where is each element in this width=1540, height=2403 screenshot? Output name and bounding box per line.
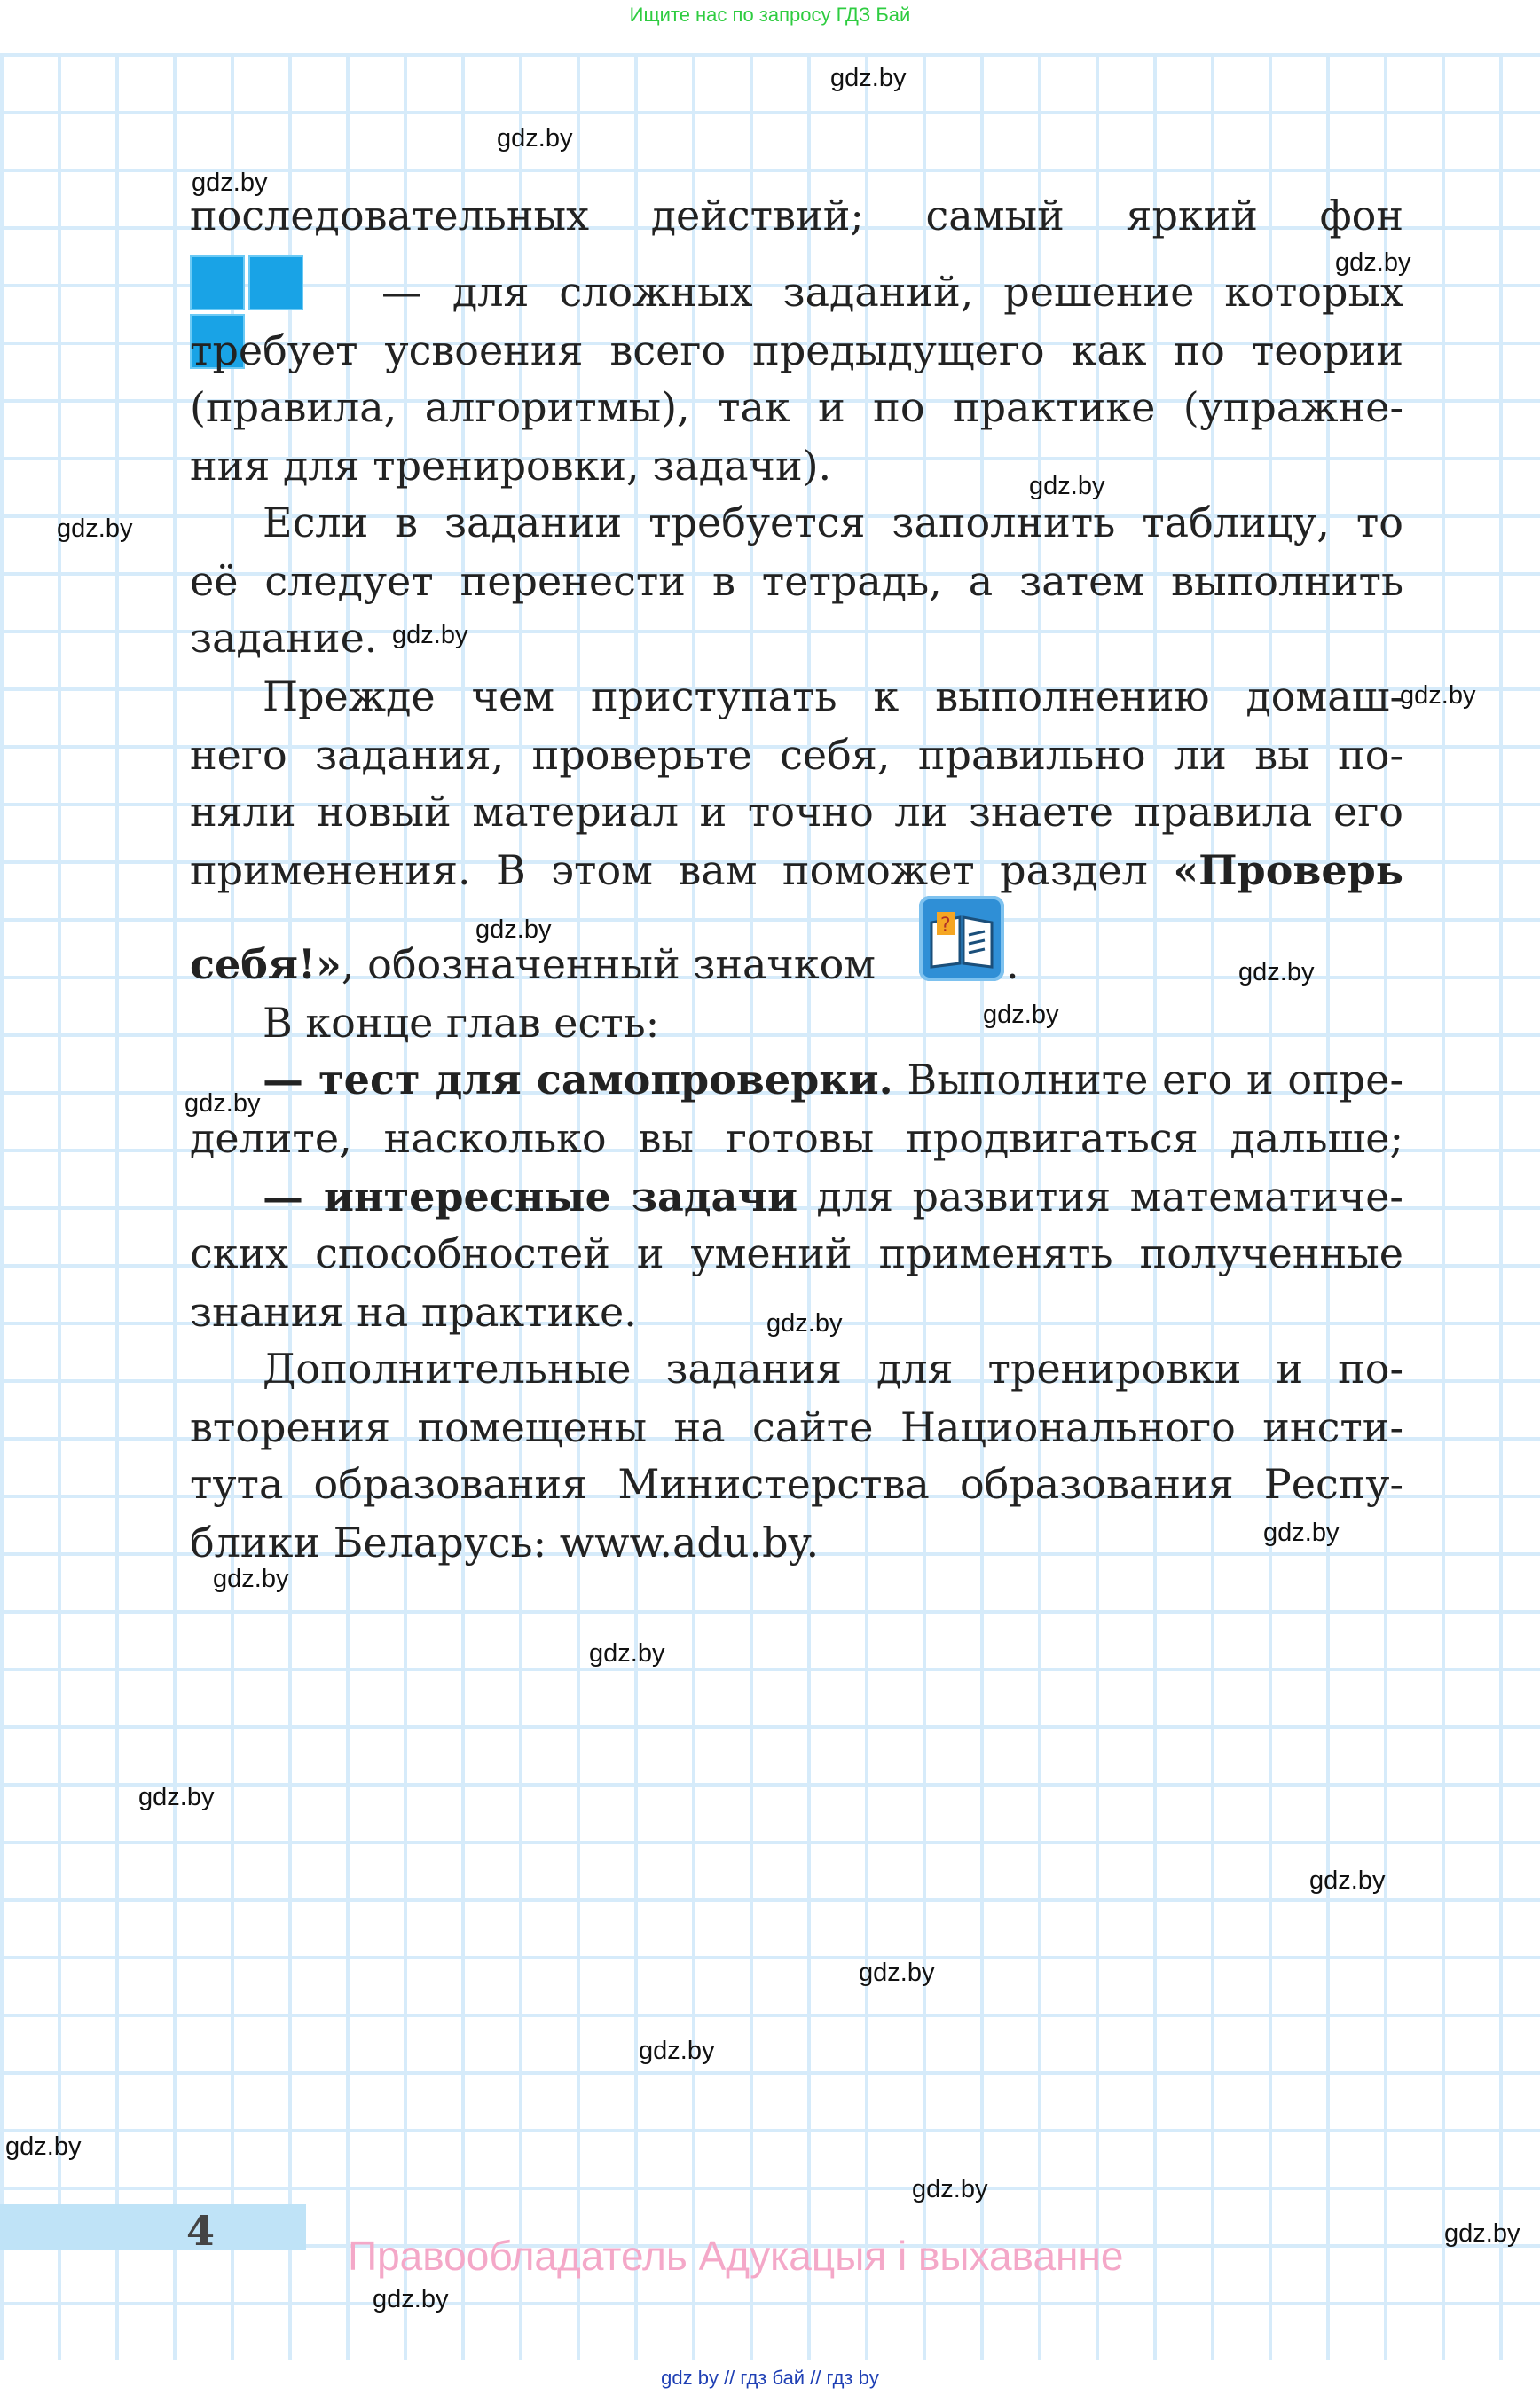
- text-line: её следует перенести в тетрадь, а затем выполнить: [190, 557, 1403, 605]
- watermark: gdz.by: [912, 2175, 988, 2203]
- text-fragment: применения. В этом вам поможет раздел: [190, 846, 1174, 894]
- watermark: gdz.by: [983, 1001, 1059, 1029]
- text-line: ния для тренировки, задачи).: [190, 442, 832, 490]
- top-banner: Ищите нас по запросу ГДЗ Бай: [629, 4, 911, 26]
- text-line: Прежде чем приступать к выполнению домаш-: [263, 672, 1403, 720]
- bottom-links[interactable]: gdz by // гдз бай // гдз by: [661, 2367, 879, 2389]
- text-fragment: Выполните его и опре-: [892, 1056, 1403, 1103]
- watermark: gdz.by: [1029, 472, 1105, 500]
- footer-bar: [0, 2204, 306, 2250]
- text-line: В конце глав есть:: [263, 999, 660, 1047]
- text-line: требует усвоения всего предыдущего как по теории: [190, 326, 1403, 374]
- difficulty-square: [248, 255, 303, 310]
- check-yourself-book-icon: [919, 896, 1004, 981]
- text-line: [263, 1056, 1403, 1103]
- text-fragment: , обозначенный значком: [341, 940, 876, 988]
- watermark: gdz.by: [1444, 2219, 1520, 2248]
- watermark: gdz.by: [5, 2132, 82, 2161]
- check-yourself-bold: себя!»: [190, 940, 342, 988]
- watermark: gdz.by: [639, 2037, 715, 2065]
- svg-text:?: ?: [940, 915, 951, 937]
- text-line: тута образования Министерства образования Респу-: [190, 1460, 1403, 1508]
- watermark: gdz.by: [138, 1783, 215, 1811]
- watermark: gdz.by: [185, 1089, 261, 1118]
- watermark: gdz.by: [859, 1959, 935, 1987]
- watermark: gdz.by: [1335, 248, 1411, 277]
- page-number: 4: [186, 2207, 216, 2255]
- watermark: gdz.by: [1263, 1519, 1340, 1547]
- watermark: gdz.by: [830, 64, 907, 92]
- self-test-bold: — тест для самопроверки.: [263, 1056, 893, 1103]
- watermark: gdz.by: [213, 1565, 289, 1593]
- text-line: няли новый материал и точно ли знаете правила его: [190, 788, 1403, 836]
- text-line: вторения помещены на сайте Национального инсти-: [190, 1403, 1403, 1451]
- copyright-owner: Правообладатель Адукацыя і выхаванне: [348, 2233, 1124, 2279]
- text-line: (правила, алгоритмы), так и по практике (упражне-: [190, 383, 1403, 431]
- text-line: знания на практике.: [190, 1288, 637, 1336]
- text-line-check: [190, 846, 1403, 894]
- text-fragment: для развития математиче-: [798, 1173, 1403, 1221]
- difficulty-square: [190, 255, 245, 310]
- text-line: — для сложных заданий, решение которых: [381, 268, 1403, 316]
- watermark: gdz.by: [497, 124, 573, 153]
- watermark: gdz.by: [392, 621, 468, 649]
- watermark: gdz.by: [766, 1309, 843, 1338]
- text-line: последовательных действий; самый яркий фон: [190, 192, 1403, 240]
- text-line: [190, 940, 876, 988]
- text-line: блики Беларусь: www.adu.by.: [190, 1519, 820, 1567]
- watermark: gdz.by: [373, 2285, 449, 2313]
- text-line: него задания, проверьте себя, правильно ли вы по-: [190, 731, 1403, 779]
- watermark: gdz.by: [1238, 958, 1315, 986]
- difficulty-level-icon: [190, 255, 364, 316]
- watermark: gdz.by: [1400, 681, 1476, 710]
- watermark: gdz.by: [192, 169, 268, 197]
- text-line: [263, 1173, 1403, 1221]
- watermark: gdz.by: [57, 514, 133, 543]
- watermark: gdz.by: [475, 915, 552, 944]
- text-line: .: [1006, 940, 1019, 988]
- watermark: gdz.by: [589, 1639, 665, 1668]
- text-line: ских способностей и умений применять полученные: [190, 1229, 1403, 1277]
- text-line: Если в задании требуется заполнить таблицу, то: [263, 499, 1403, 546]
- text-line: делите, насколько вы готовы продвигаться дальше;: [190, 1114, 1403, 1162]
- check-yourself-section-bold: «Проверь: [1173, 846, 1403, 894]
- text-line: Дополнительные задания для тренировки и по-: [263, 1345, 1403, 1393]
- watermark: gdz.by: [1309, 1866, 1386, 1895]
- text-line: задание.: [190, 614, 378, 662]
- interesting-tasks-bold: — интересные задачи: [263, 1173, 798, 1221]
